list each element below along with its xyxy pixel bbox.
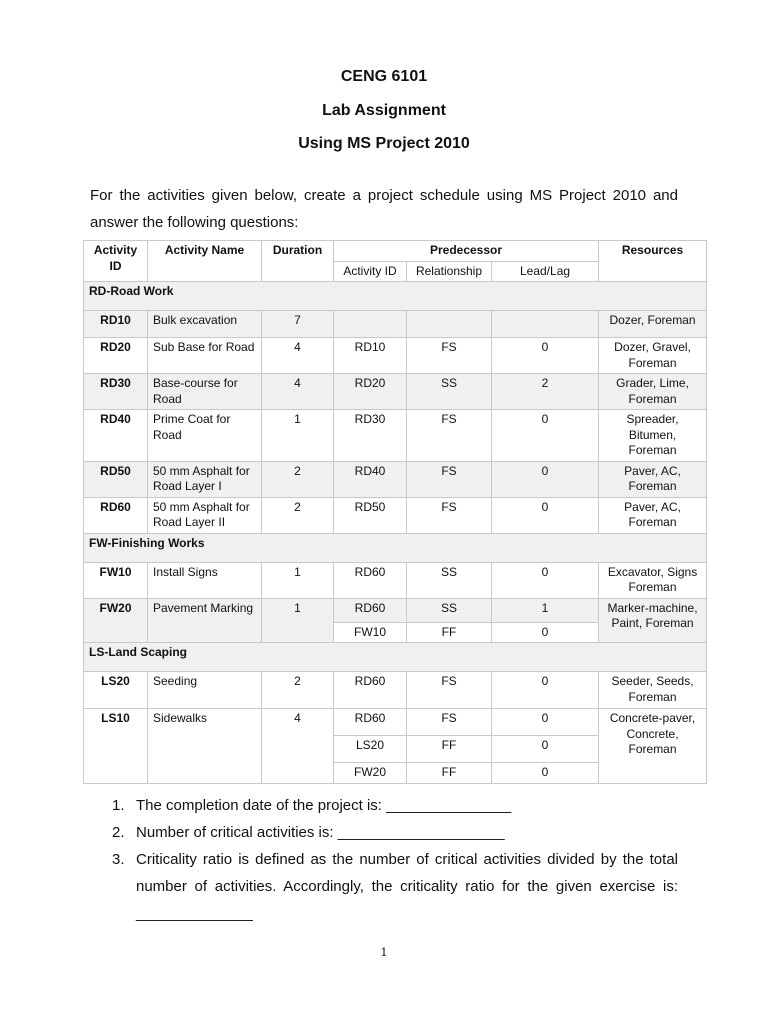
question-text: The completion date of the project is: _______________ <box>136 797 512 814</box>
activity-id: RD60 <box>84 497 148 533</box>
pred-lead-lag: 0 <box>492 461 599 497</box>
pred-relationship <box>407 311 492 338</box>
activity-duration: 2 <box>262 497 334 533</box>
activity-name: Install Signs <box>148 562 262 598</box>
pred-lead-lag: 0 <box>492 763 599 784</box>
activity-id: LS10 <box>84 709 148 784</box>
course-title: CENG 6101 <box>340 68 428 85</box>
activity-name: Base-course for Road <box>148 374 262 410</box>
question-number: 3. <box>112 851 125 868</box>
activity-resources: Marker-machine, Paint, Foreman <box>599 598 707 643</box>
pred-activity-id: RD60 <box>334 709 407 736</box>
table-row <box>84 709 707 736</box>
activity-name: Sidewalks <box>148 709 262 784</box>
activity-duration: 4 <box>262 709 334 784</box>
activity-resources: Dozer, Foreman <box>599 311 707 338</box>
subtitle: Using MS Project 2010 <box>298 135 470 152</box>
section-row <box>84 643 707 672</box>
table-row <box>84 311 707 338</box>
pred-relationship: FS <box>407 461 492 497</box>
table-row <box>84 410 707 462</box>
question-text: Number of critical activities is: ____________________ <box>136 824 505 841</box>
pred-activity-id: RD60 <box>334 672 407 709</box>
table-row <box>84 672 707 709</box>
pred-lead-lag: 0 <box>492 410 599 462</box>
pred-lead-lag: 0 <box>492 338 599 374</box>
question-item <box>112 792 678 819</box>
pred-relationship: FS <box>407 410 492 462</box>
section-land-scaping: LS-Land Scaping <box>84 643 707 672</box>
activity-id: FW20 <box>84 598 148 643</box>
table-row <box>84 461 707 497</box>
pred-activity-id: RD30 <box>334 410 407 462</box>
activity-resources: Grader, Lime, Foreman <box>599 374 707 410</box>
table-row <box>84 562 707 598</box>
pred-lead-lag: 2 <box>492 374 599 410</box>
activity-resources: Concrete-paver, Concrete, Foreman <box>599 709 707 784</box>
page-number: 1 <box>380 946 388 959</box>
table-header-row <box>84 241 707 262</box>
intro-paragraph: For the activities given below, create a project schedule using MS Project 2010 and answer the following questions: <box>90 187 678 231</box>
pred-activity-id: RD60 <box>334 562 407 598</box>
pred-activity-id: LS20 <box>334 736 407 763</box>
activity-id: LS20 <box>84 672 148 709</box>
activity-id: RD40 <box>84 410 148 462</box>
activity-id: RD50 <box>84 461 148 497</box>
activity-duration: 7 <box>262 311 334 338</box>
activity-name: 50 mm Asphalt for Road Layer I <box>148 461 262 497</box>
activity-id: RD30 <box>84 374 148 410</box>
table-row <box>84 338 707 374</box>
pred-lead-lag: 0 <box>492 622 599 643</box>
pred-lead-lag: 0 <box>492 736 599 763</box>
section-road-work: RD-Road Work <box>84 282 707 311</box>
pred-activity-id: RD60 <box>334 598 407 622</box>
pred-relationship: FS <box>407 338 492 374</box>
activity-resources: Spreader, Bitumen, Foreman <box>599 410 707 462</box>
question-item <box>112 819 678 846</box>
pred-lead-lag: 0 <box>492 562 599 598</box>
pred-relationship: SS <box>407 562 492 598</box>
question-number: 2. <box>112 824 125 841</box>
activity-name: 50 mm Asphalt for Road Layer II <box>148 497 262 533</box>
question-number: 1. <box>112 797 125 814</box>
pred-relationship: FS <box>407 497 492 533</box>
assignment-title: Lab Assignment <box>322 102 446 119</box>
activity-duration: 2 <box>262 461 334 497</box>
activity-name: Prime Coat for Road <box>148 410 262 462</box>
activity-resources: Paver, AC, Foreman <box>599 497 707 533</box>
pred-relationship: FF <box>407 736 492 763</box>
section-row <box>84 533 707 562</box>
activity-duration: 4 <box>262 338 334 374</box>
col-activity-id: Activity ID <box>84 241 148 282</box>
pred-activity-id <box>334 311 407 338</box>
activity-table <box>83 240 707 784</box>
pred-relationship: FF <box>407 763 492 784</box>
activity-name: Seeding <box>148 672 262 709</box>
pred-activity-id: FW20 <box>334 763 407 784</box>
pred-activity-id: RD20 <box>334 374 407 410</box>
section-finishing-works: FW-Finishing Works <box>84 533 707 562</box>
pred-activity-id: FW10 <box>334 622 407 643</box>
pred-activity-id: RD40 <box>334 461 407 497</box>
activity-duration: 1 <box>262 410 334 462</box>
question-text: Criticality ratio is defined as the number of critical activities divided by the total number of activities. Accordingly, the criticality ratio for the given exercise is: ______________ <box>136 851 678 922</box>
activity-duration: 1 <box>262 598 334 643</box>
col-pred-relationship: Relationship <box>407 261 492 282</box>
col-resources: Resources <box>599 241 707 282</box>
activity-name: Pavement Marking <box>148 598 262 643</box>
pred-relationship: SS <box>407 374 492 410</box>
pred-activity-id: RD10 <box>334 338 407 374</box>
col-duration: Duration <box>262 241 334 282</box>
activity-resources: Dozer, Gravel, Foreman <box>599 338 707 374</box>
pred-relationship: SS <box>407 598 492 622</box>
pred-lead-lag: 0 <box>492 497 599 533</box>
pred-activity-id: RD50 <box>334 497 407 533</box>
col-predecessor: Predecessor <box>334 241 599 262</box>
activity-duration: 1 <box>262 562 334 598</box>
activity-resources: Paver, AC, Foreman <box>599 461 707 497</box>
activity-duration: 2 <box>262 672 334 709</box>
activity-id: RD10 <box>84 311 148 338</box>
pred-lead-lag: 0 <box>492 672 599 709</box>
col-activity-name: Activity Name <box>148 241 262 282</box>
question-item <box>112 846 678 927</box>
col-pred-activity-id: Activity ID <box>334 261 407 282</box>
activity-resources: Excavator, Signs Foreman <box>599 562 707 598</box>
pred-lead-lag <box>492 311 599 338</box>
activity-name: Bulk excavation <box>148 311 262 338</box>
pred-relationship: FF <box>407 622 492 643</box>
pred-relationship: FS <box>407 709 492 736</box>
activity-duration: 4 <box>262 374 334 410</box>
activity-id: FW10 <box>84 562 148 598</box>
activity-resources: Seeder, Seeds, Foreman <box>599 672 707 709</box>
table-row <box>84 374 707 410</box>
table-row <box>84 598 707 622</box>
pred-lead-lag: 1 <box>492 598 599 622</box>
pred-lead-lag: 0 <box>492 709 599 736</box>
table-row <box>84 497 707 533</box>
activity-id: RD20 <box>84 338 148 374</box>
section-row <box>84 282 707 311</box>
pred-relationship: FS <box>407 672 492 709</box>
col-pred-lead-lag: Lead/Lag <box>492 261 599 282</box>
activity-name: Sub Base for Road <box>148 338 262 374</box>
